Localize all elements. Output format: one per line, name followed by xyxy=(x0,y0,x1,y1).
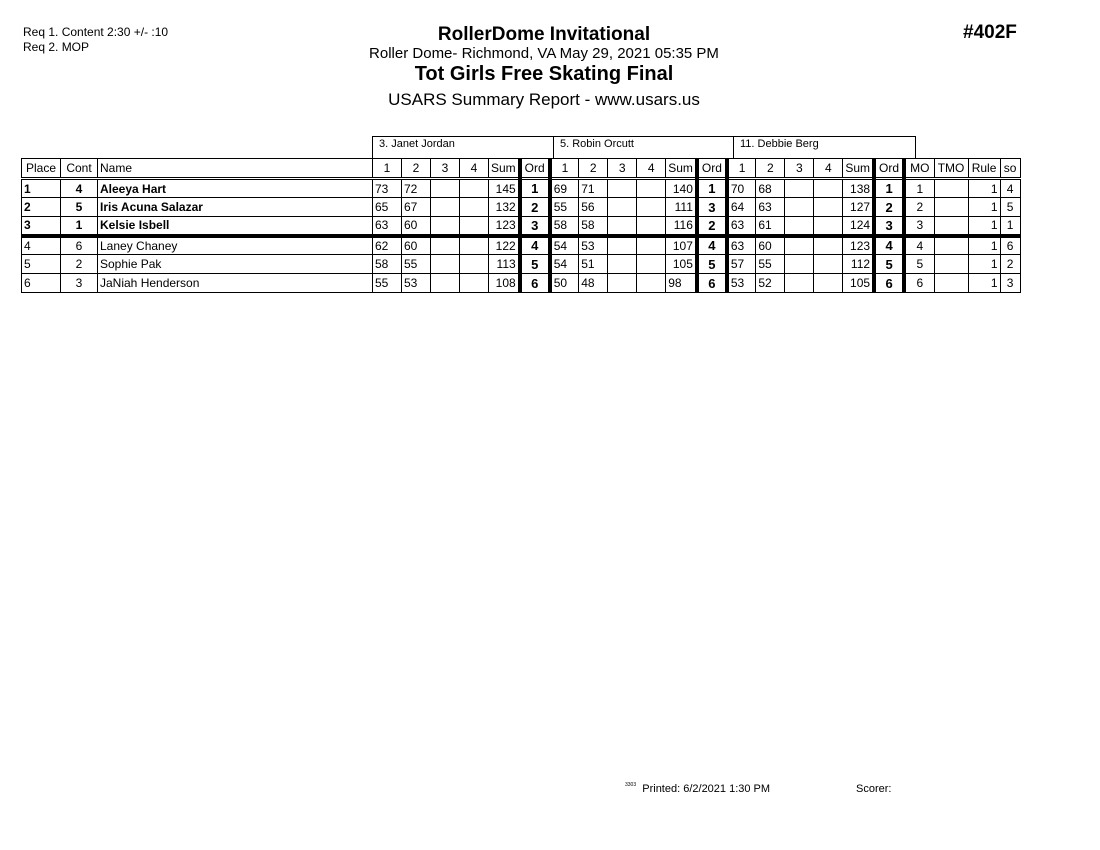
judge3-score4 xyxy=(814,236,843,255)
judge1-score3 xyxy=(431,274,460,293)
col-tmo: TMO xyxy=(934,159,968,179)
col-j2-s3: 3 xyxy=(608,159,637,179)
judge3-score4 xyxy=(814,198,843,217)
judge2-score3 xyxy=(608,255,637,274)
so-cell: 6 xyxy=(1000,236,1020,255)
place-cell: 5 xyxy=(22,255,61,274)
printed-timestamp: Printed: 6/2/2021 1:30 PM xyxy=(642,783,771,795)
judge1-score1: 55 xyxy=(373,274,402,293)
judge1-score3 xyxy=(431,179,460,198)
judge3-score1: 53 xyxy=(727,274,756,293)
judge1-ordinal: 4 xyxy=(520,236,550,255)
judge3-score4 xyxy=(814,179,843,198)
judge2-sum: 116 xyxy=(666,217,697,236)
table-row xyxy=(22,255,1021,274)
judge3-sum: 138 xyxy=(843,179,874,198)
mo-cell: 5 xyxy=(904,255,934,274)
judge1-score4 xyxy=(460,274,489,293)
table-row xyxy=(22,236,1021,255)
judge2-ordinal: 2 xyxy=(697,217,727,236)
judge1-ordinal: 3 xyxy=(520,217,550,236)
judge1-score2: 72 xyxy=(402,179,431,198)
so-cell: 5 xyxy=(1000,198,1020,217)
so-cell: 3 xyxy=(1000,274,1020,293)
judge3-ordinal: 5 xyxy=(874,255,904,274)
judge3-ordinal: 4 xyxy=(874,236,904,255)
judge1-ordinal: 2 xyxy=(520,198,550,217)
judge1-score3 xyxy=(431,236,460,255)
col-j3-sum: Sum xyxy=(843,159,874,179)
judge1-sum: 132 xyxy=(489,198,520,217)
col-j1-s2: 2 xyxy=(402,159,431,179)
judge3-score3 xyxy=(785,217,814,236)
judge2-score4 xyxy=(637,217,666,236)
col-j1-s1: 1 xyxy=(373,159,402,179)
judge1-score2: 67 xyxy=(402,198,431,217)
judge3-score1: 70 xyxy=(727,179,756,198)
cont-cell: 4 xyxy=(61,179,98,198)
judge3-sum: 112 xyxy=(843,255,874,274)
judge2-score1: 50 xyxy=(550,274,579,293)
col-j1-s4: 4 xyxy=(460,159,489,179)
mo-cell: 1 xyxy=(904,179,934,198)
judge3-score2: 55 xyxy=(756,255,785,274)
judge2-score3 xyxy=(608,274,637,293)
col-rule: Rule xyxy=(968,159,1000,179)
judge3-sum: 124 xyxy=(843,217,874,236)
requirement-2: Req 2. MOP xyxy=(23,40,90,54)
tmo-cell xyxy=(934,255,968,274)
judge3-sum: 127 xyxy=(843,198,874,217)
judge1-score4 xyxy=(460,255,489,274)
judge1-score1: 73 xyxy=(373,179,402,198)
judge2-score3 xyxy=(608,179,637,198)
col-j1-ord: Ord xyxy=(520,159,550,179)
competition-title: RollerDome Invitational xyxy=(437,24,651,45)
judge3-score3 xyxy=(785,179,814,198)
judge2-score2: 71 xyxy=(579,179,608,198)
col-j3-ord: Ord xyxy=(874,159,904,179)
judge1-score3 xyxy=(431,198,460,217)
col-name: Name xyxy=(98,159,373,179)
col-j2-s2: 2 xyxy=(579,159,608,179)
judge-header-2: 5. Robin Orcutt xyxy=(553,136,734,158)
judge2-sum: 140 xyxy=(666,179,697,198)
tmo-cell xyxy=(934,236,968,255)
judge2-sum: 98 xyxy=(666,274,697,293)
cont-cell: 1 xyxy=(61,217,98,236)
judge-header-1: 3. Janet Jordan xyxy=(372,136,554,158)
judge3-score3 xyxy=(785,236,814,255)
mo-cell: 4 xyxy=(904,236,934,255)
judge2-score1: 58 xyxy=(550,217,579,236)
judge1-ordinal: 6 xyxy=(520,274,550,293)
judge3-sum: 105 xyxy=(843,274,874,293)
judge3-score3 xyxy=(785,274,814,293)
judge1-sum: 113 xyxy=(489,255,520,274)
name-cell: Kelsie Isbell xyxy=(98,217,373,236)
judge2-sum: 107 xyxy=(666,236,697,255)
judge2-ordinal: 6 xyxy=(697,274,727,293)
judge3-score2: 63 xyxy=(756,198,785,217)
judge2-score3 xyxy=(608,198,637,217)
place-cell: 1 xyxy=(22,179,61,198)
cont-cell: 3 xyxy=(61,274,98,293)
footer-marker: 3303 xyxy=(625,782,637,788)
so-cell: 4 xyxy=(1000,179,1020,198)
col-place: Place xyxy=(22,159,61,179)
judge1-score4 xyxy=(460,198,489,217)
judge3-score1: 64 xyxy=(727,198,756,217)
judge1-sum: 145 xyxy=(489,179,520,198)
mo-cell: 6 xyxy=(904,274,934,293)
col-j2-s4: 4 xyxy=(637,159,666,179)
printed-info xyxy=(625,783,770,795)
requirement-1: Req 1. Content 2:30 +/- :10 xyxy=(23,25,169,39)
judge2-score4 xyxy=(637,198,666,217)
judge1-score1: 63 xyxy=(373,217,402,236)
name-cell: JaNiah Henderson xyxy=(98,274,373,293)
scorer-label: Scorer: xyxy=(856,783,892,795)
judge1-score1: 65 xyxy=(373,198,402,217)
judge2-ordinal: 1 xyxy=(697,179,727,198)
judge1-ordinal: 1 xyxy=(520,179,550,198)
col-j2-sum: Sum xyxy=(666,159,697,179)
col-cont: Cont xyxy=(61,159,98,179)
mo-cell: 3 xyxy=(904,217,934,236)
so-cell: 1 xyxy=(1000,217,1020,236)
table-row xyxy=(22,217,1021,236)
judge-header-3: 11. Debbie Berg xyxy=(733,136,916,158)
name-cell: Iris Acuna Salazar xyxy=(98,198,373,217)
judge2-score4 xyxy=(637,179,666,198)
col-j3-s4: 4 xyxy=(814,159,843,179)
rule-cell: 1 xyxy=(968,236,1000,255)
judge3-score3 xyxy=(785,255,814,274)
so-cell: 2 xyxy=(1000,255,1020,274)
col-j3-s2: 2 xyxy=(756,159,785,179)
judge3-ordinal: 6 xyxy=(874,274,904,293)
judge1-score2: 60 xyxy=(402,217,431,236)
judge1-score2: 60 xyxy=(402,236,431,255)
judge2-score2: 53 xyxy=(579,236,608,255)
cont-cell: 5 xyxy=(61,198,98,217)
judge3-score4 xyxy=(814,255,843,274)
judge1-ordinal: 5 xyxy=(520,255,550,274)
rule-cell: 1 xyxy=(968,274,1000,293)
mo-cell: 2 xyxy=(904,198,934,217)
col-j2-s1: 1 xyxy=(550,159,579,179)
cont-cell: 2 xyxy=(61,255,98,274)
judge2-ordinal: 3 xyxy=(697,198,727,217)
tmo-cell xyxy=(934,179,968,198)
judge2-score4 xyxy=(637,236,666,255)
judge2-sum: 111 xyxy=(666,198,697,217)
cont-cell: 6 xyxy=(61,236,98,255)
tmo-cell xyxy=(934,274,968,293)
judge2-score4 xyxy=(637,255,666,274)
rule-cell: 1 xyxy=(968,179,1000,198)
judge2-sum: 105 xyxy=(666,255,697,274)
judge2-score1: 69 xyxy=(550,179,579,198)
header-row xyxy=(22,159,1021,179)
col-j3-s3: 3 xyxy=(785,159,814,179)
judge1-score4 xyxy=(460,217,489,236)
judge3-score1: 63 xyxy=(727,236,756,255)
judge2-score2: 48 xyxy=(579,274,608,293)
table-row xyxy=(22,274,1021,293)
name-cell: Laney Chaney xyxy=(98,236,373,255)
event-title: Tot Girls Free Skating Final xyxy=(414,63,674,85)
judge1-sum: 122 xyxy=(489,236,520,255)
judge3-score2: 52 xyxy=(756,274,785,293)
rule-cell: 1 xyxy=(968,255,1000,274)
col-j3-s1: 1 xyxy=(727,159,756,179)
judge1-score1: 62 xyxy=(373,236,402,255)
judge2-score2: 56 xyxy=(579,198,608,217)
col-so: so xyxy=(1000,159,1020,179)
judge2-score1: 54 xyxy=(550,236,579,255)
place-cell: 3 xyxy=(22,217,61,236)
table-row xyxy=(22,198,1021,217)
judge3-ordinal: 1 xyxy=(874,179,904,198)
judge2-score3 xyxy=(608,217,637,236)
judge3-score4 xyxy=(814,274,843,293)
judge2-score3 xyxy=(608,236,637,255)
place-cell: 2 xyxy=(22,198,61,217)
col-j1-sum: Sum xyxy=(489,159,520,179)
judge2-ordinal: 5 xyxy=(697,255,727,274)
judge2-score1: 55 xyxy=(550,198,579,217)
place-cell: 6 xyxy=(22,274,61,293)
judge2-score1: 54 xyxy=(550,255,579,274)
judge3-score2: 68 xyxy=(756,179,785,198)
requirements xyxy=(23,25,168,55)
judge1-score4 xyxy=(460,179,489,198)
judge3-sum: 123 xyxy=(843,236,874,255)
place-cell: 4 xyxy=(22,236,61,255)
judge1-sum: 108 xyxy=(489,274,520,293)
judge3-score1: 63 xyxy=(727,217,756,236)
col-j1-s3: 3 xyxy=(431,159,460,179)
judge2-score2: 51 xyxy=(579,255,608,274)
judge1-score3 xyxy=(431,217,460,236)
judge3-score1: 57 xyxy=(727,255,756,274)
judge1-score2: 55 xyxy=(402,255,431,274)
judge3-ordinal: 3 xyxy=(874,217,904,236)
col-j2-ord: Ord xyxy=(697,159,727,179)
judge3-score3 xyxy=(785,198,814,217)
tmo-cell xyxy=(934,198,968,217)
judge3-score2: 60 xyxy=(756,236,785,255)
col-mo: MO xyxy=(904,159,934,179)
judge2-ordinal: 4 xyxy=(697,236,727,255)
rule-cell: 1 xyxy=(968,217,1000,236)
judge1-sum: 123 xyxy=(489,217,520,236)
table-row xyxy=(22,179,1021,198)
name-cell: Sophie Pak xyxy=(98,255,373,274)
report-title: USARS Summary Report - www.usars.us xyxy=(388,90,700,109)
name-cell: Aleeya Hart xyxy=(98,179,373,198)
judge1-score3 xyxy=(431,255,460,274)
judge3-score2: 61 xyxy=(756,217,785,236)
judge1-score1: 58 xyxy=(373,255,402,274)
judge2-score2: 58 xyxy=(579,217,608,236)
judge3-score4 xyxy=(814,217,843,236)
location-date: Roller Dome- Richmond, VA May 29, 2021 05:35 PM xyxy=(369,45,719,62)
tmo-cell xyxy=(934,217,968,236)
judge1-score2: 53 xyxy=(402,274,431,293)
judge1-score4 xyxy=(460,236,489,255)
results-table xyxy=(21,158,1021,293)
judge3-ordinal: 2 xyxy=(874,198,904,217)
judge2-score4 xyxy=(637,274,666,293)
rule-cell: 1 xyxy=(968,198,1000,217)
event-number: #402F xyxy=(963,22,1017,43)
